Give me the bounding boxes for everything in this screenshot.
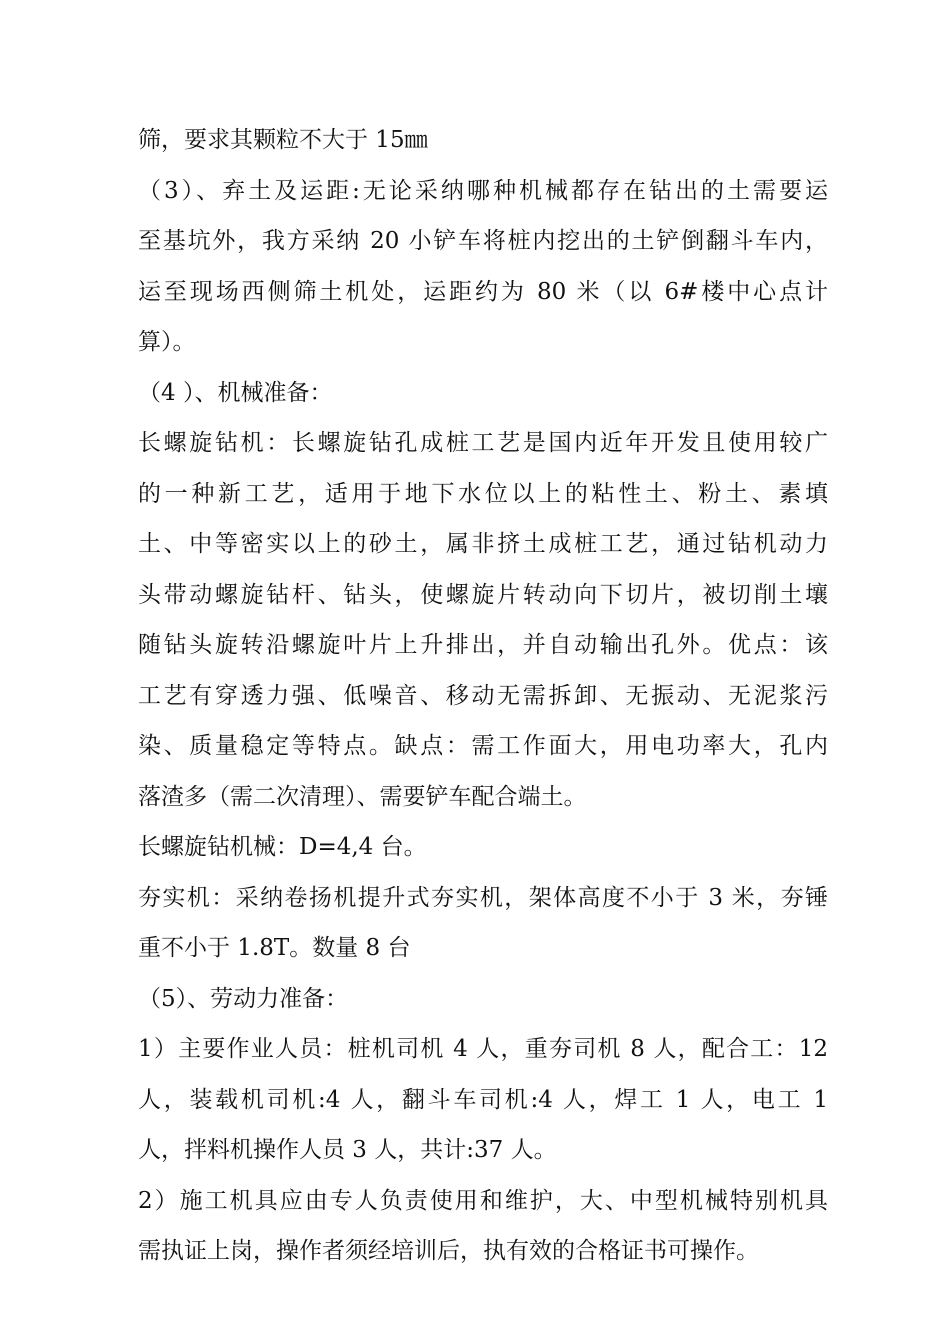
text-line-7: 长螺旋钻机：长螺旋钻孔成桩工艺是国内近年开发且使用较广 (138, 430, 828, 456)
text-line-1: 筛，要求其颗粒不大于 15㎜ (138, 127, 428, 153)
text-line-13: 染、质量稳定等特点。缺点：需工作面大，用电功率大，孔内 (138, 733, 828, 759)
text-line-2: （3）、弃土及运距:无论采纳哪种机械都存在钻出的土需要运 (138, 177, 828, 204)
text-line-9: 土、中等密实以上的砂土，属非挤土成桩工艺，通过钻机动力 (138, 531, 828, 557)
text-line-16: 夯实机：采纳卷扬机提升式夯实机，架体高度不小于 3 米，夯锤 (138, 884, 828, 911)
text-line-10: 头带动螺旋钻杆、钻头，使螺旋片转动向下切片，被切削土壤 (138, 581, 828, 608)
text-line-15: 长螺旋钻机械：D=4,4 台。 (138, 834, 427, 860)
text-line-6: （4 ）、机械准备： (138, 379, 333, 406)
text-line-22: 2）施工机具应由专人负责使用和维护，大、中型机械特别机具 (138, 1187, 828, 1214)
text-line-11: 随钻头旋转沿螺旋叶片上升排出，并自动输出孔外。优点：该 (138, 632, 828, 658)
text-line-3: 至基坑外，我方采纳 20 小铲车将桩内挖出的土铲倒翻斗车内， (138, 228, 828, 254)
text-line-5: 算）。 (138, 329, 196, 355)
body-text (138, 115, 828, 1277)
text-line-17: 重不小于 1.8T。数量 8 台 (138, 935, 411, 961)
text-line-20: 人，装载机司机:4 人，翻斗车司机:4 人，焊工 1 人，电工 1 (138, 1086, 828, 1113)
text-line-4: 运至现场西侧筛土机处，运距约为 80 米（以 6#楼中心点计 (138, 278, 828, 305)
text-line-21: 人，拌料机操作人员 3 人，共计:37 人。 (138, 1137, 557, 1163)
text-line-8: 的一种新工艺，适用于地下水位以上的粘性土、粉土、素填 (138, 480, 828, 507)
text-line-14: 落渣多（需二次清理）、需要铲车配合端土。 (138, 783, 587, 810)
text-line-23: 需执证上岗，操作者须经培训后，执有效的合格证书可操作。 (138, 1238, 759, 1264)
text-line-12: 工艺有穿透力强、低噪音、移动无需拆卸、无振动、无泥浆污 (138, 682, 828, 709)
text-line-19: 1）主要作业人员：桩机司机 4 人，重夯司机 8 人，配合工：12 (138, 1036, 828, 1062)
text-line-18: （5）、劳动力准备： (138, 985, 349, 1012)
